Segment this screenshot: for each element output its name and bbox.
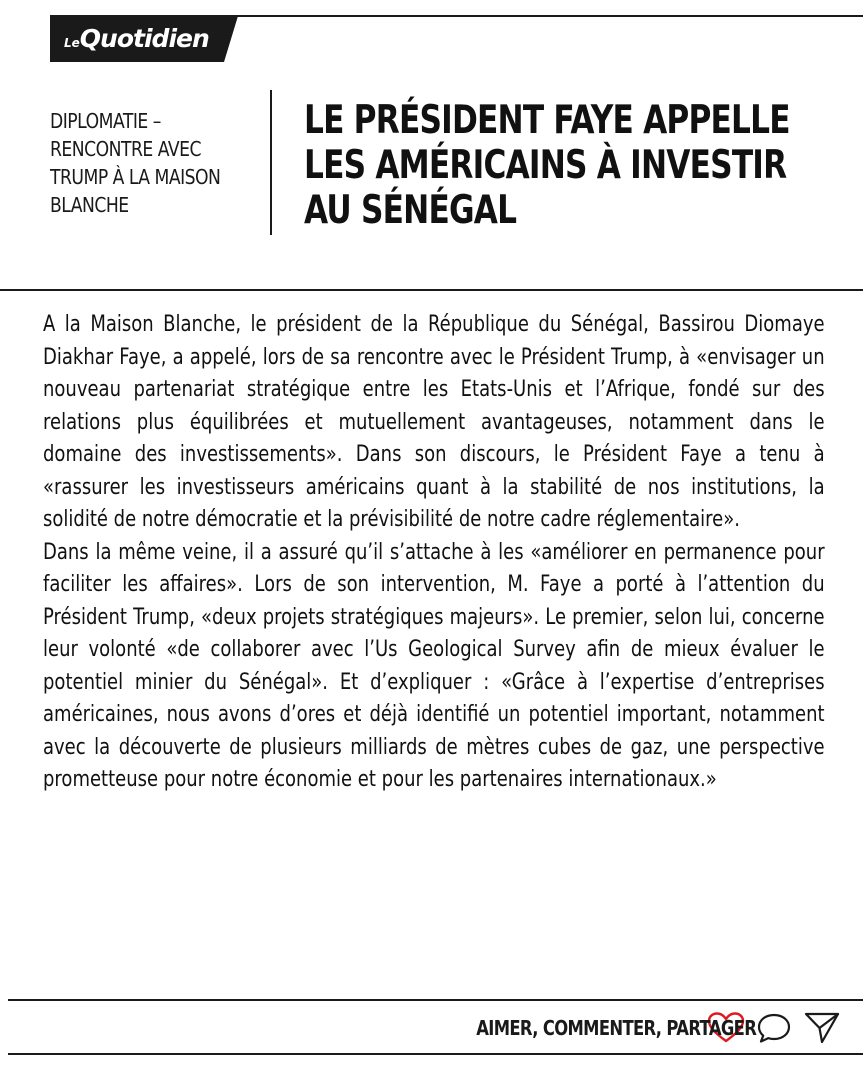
article-body (43, 308, 825, 796)
social-share-bar (417, 1010, 841, 1046)
comment-button[interactable] (755, 1011, 793, 1045)
header-divider (270, 90, 272, 235)
article-kicker: DIPLOMATIE – RENCONTRE AVEC TRUMP À LA MAISON BLANCHE (50, 109, 221, 217)
send-arrow-icon (803, 1011, 841, 1045)
comment-bubble-icon (756, 1012, 792, 1044)
logo-wordmark (64, 22, 209, 60)
share-label-wrap (417, 1016, 757, 1040)
share-button[interactable] (803, 1011, 841, 1045)
publication-logo (50, 16, 238, 62)
logo-prefix: Le (64, 36, 80, 50)
logo-name: Quotidien (79, 24, 209, 53)
article-paragraph: Dans la même veine, il a assuré qu’il s’attache à les «améliorer en permanence pour faciliter les affaires». Lors de son intervention, M. Faye a porté à l’attention du Président Trump, «deux projets stratégiques majeurs». Le premier, selon lui, concerne leur volonté «de collaborer avec l’Us Geological Survey afin de mieux évaluer le potentiel minier du Sénégal». Et d’expliquer : «Grâce à l’expertise d’entreprises américaines, nous avons d’ores et déjà identifié un potentiel important, notamment avec la découverte de plusieurs milliards de mètres cubes de gaz, une perspective prometteuse pour notre économie et pour les partenaires internationaux.» (43, 538, 825, 792)
article-paragraph: A la Maison Blanche, le président de la République du Sénégal, Bassirou Diomaye Diakhar Faye, a appelé, lors de sa rencontre avec le Président Trump, à «envisager un nouveau partenariat stratégique entre les Etats-Unis et l’Afrique, fondé sur des relations plus équilibrées et mutuellement avantageuses, notamment dans le domaine des investissements». Dans son discours, le Président Faye a tenu à «rassurer les investisseurs américains quant à la stabilité de nos institutions, la solidité de notre démocratie et la prévisibilité de notre cadre réglementaire». (43, 311, 825, 532)
footer-top-rule (8, 999, 863, 1001)
share-label: AIMER, COMMENTER, PARTAGER (476, 1016, 757, 1040)
footer-bottom-rule (8, 1053, 863, 1055)
article-headline: LE PRÉSIDENT FAYE APPELLE LES AMÉRICAINS À INVESTIR AU SÉNÉGAL (304, 98, 790, 233)
section-rule (0, 289, 863, 291)
